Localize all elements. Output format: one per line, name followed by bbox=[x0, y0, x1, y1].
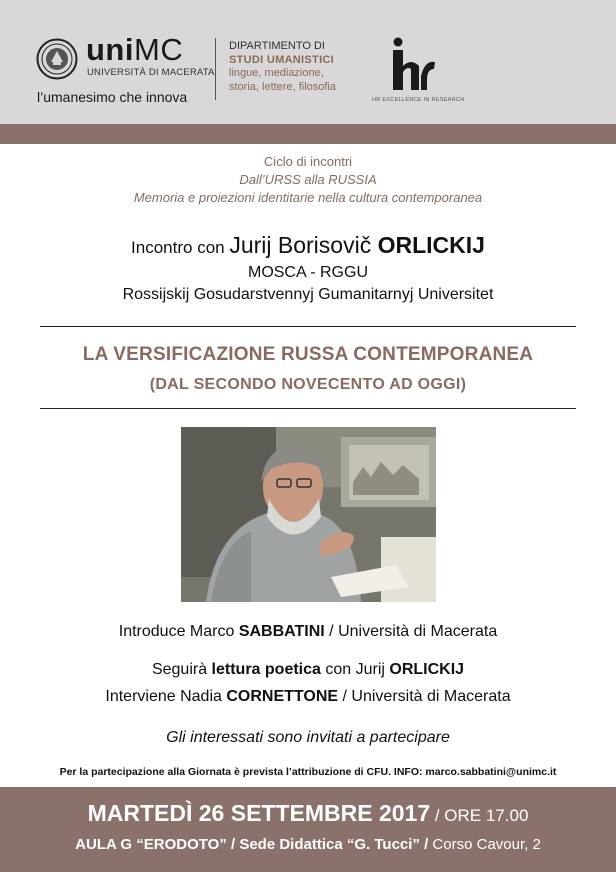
speaker-city: MOSCA - RGGU bbox=[247, 264, 368, 281]
discussant-name: CORNETTONE bbox=[226, 688, 339, 705]
divider-top bbox=[40, 326, 576, 327]
meeting-line bbox=[0, 232, 616, 259]
hr-excellence-text: HR EXCELLENCE IN RESEARCH bbox=[372, 97, 465, 103]
discussant-prefix: Interviene Nadia bbox=[105, 688, 227, 705]
series-label: Ciclo di incontri bbox=[263, 154, 353, 169]
reading-bold: lettura poetica bbox=[211, 661, 321, 678]
discussant-line bbox=[0, 688, 616, 706]
meeting-prefix: Incontro con bbox=[131, 238, 230, 257]
header-band bbox=[0, 124, 616, 144]
reading-name: ORLICKIJ bbox=[389, 661, 465, 678]
brand-light: MC bbox=[134, 32, 184, 67]
department-desc-1: lingue, mediazione, bbox=[229, 67, 324, 79]
intro-prefix: Introduce Marco bbox=[118, 623, 239, 640]
series-title: Dall’URSS alla RUSSIA bbox=[239, 172, 377, 187]
reading-prefix: Seguirà bbox=[151, 661, 212, 678]
speaker-university: Rossijskij Gosudarstvennyj Gumanitarnyj Universitet bbox=[122, 286, 494, 303]
department-label: DIPARTIMENTO DI bbox=[229, 40, 325, 52]
header-divider bbox=[215, 38, 216, 100]
brand-tagline: l’umanesimo che innova bbox=[37, 89, 188, 105]
lecture-subtitle: (DAL SECONDO NOVECENTO AD OGGI) bbox=[149, 376, 467, 393]
event-venue bbox=[0, 836, 616, 853]
cfu-info: Per la partecipazione alla Giornata è prevista l’attribuzione di CFU. INFO: marco.sabbatini@unimc.it bbox=[59, 766, 557, 778]
event-time: / ORE 17.00 bbox=[430, 806, 529, 825]
speaker-name: Jurij Borisovič bbox=[229, 232, 378, 258]
reading-mid: con Jurij bbox=[320, 661, 390, 678]
event-date-text: MARTEDÌ 26 SETTEMBRE 2017 bbox=[87, 800, 431, 826]
reading-line bbox=[0, 661, 616, 679]
discussant-suffix: / Università di Macerata bbox=[338, 688, 511, 705]
speaker-surname: ORLICKIJ bbox=[377, 232, 485, 258]
hr-excellence-logo-icon bbox=[389, 36, 437, 92]
university-seal-icon bbox=[36, 38, 78, 80]
brand-wordmark bbox=[86, 34, 183, 65]
intro-suffix: / Università di Macerata bbox=[324, 623, 498, 640]
series-subtitle: Memoria e proiezioni identitarie nella cultura contemporanea bbox=[133, 190, 483, 205]
department-name: STUDI UMANISTICI bbox=[229, 53, 335, 66]
intro-name: SABBATINI bbox=[238, 623, 325, 640]
speaker-photo bbox=[181, 427, 436, 602]
brand-bold: uni bbox=[86, 32, 134, 67]
event-address: Corso Cavour, 2 bbox=[428, 836, 541, 853]
lecture-title: LA VERSIFICAZIONE RUSSA CONTEMPORANEA bbox=[82, 344, 534, 365]
department-block bbox=[229, 40, 336, 94]
intro-line bbox=[0, 623, 616, 641]
brand-subtitle: UNIVERSITÀ DI MACERATA bbox=[87, 67, 215, 78]
event-venue-text: AULA G “ERODOTO” / Sede Didattica “G. Tucci” / bbox=[75, 836, 429, 853]
event-date bbox=[0, 800, 616, 827]
department-desc-2: storia, lettere, filosofia bbox=[229, 80, 336, 93]
invite-line: Gli interessati sono invitati a partecipare bbox=[166, 729, 450, 746]
divider-bottom bbox=[40, 408, 576, 409]
